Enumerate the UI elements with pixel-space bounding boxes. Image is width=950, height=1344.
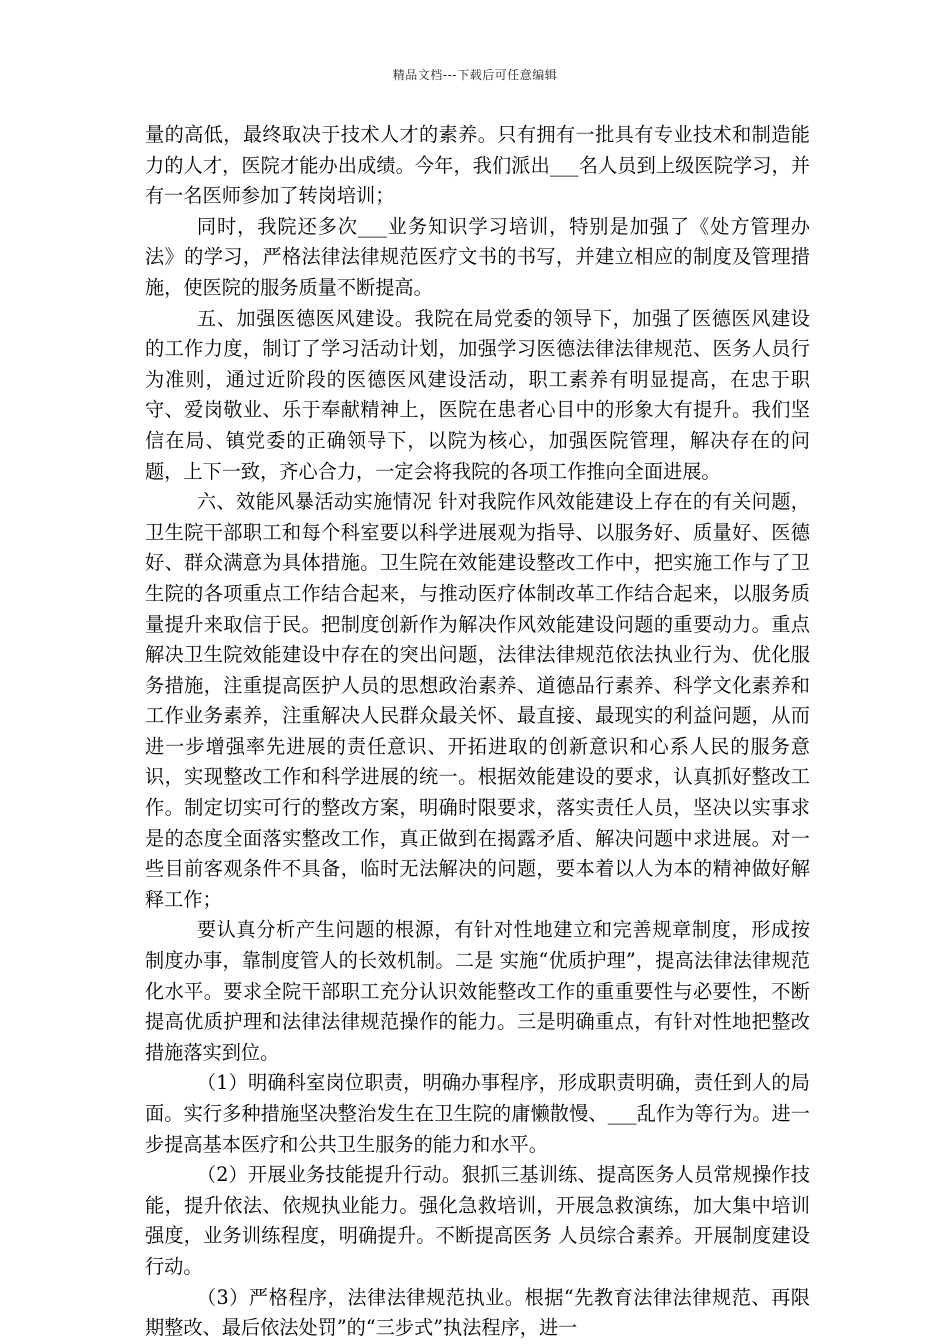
document-body [145, 120, 810, 1344]
paragraph-item-3: （3）严格程序，法律法律规范执业。根据“先教育法律法律规范、再限期整改、最后依法处罚”的“三步式”执法程序，进一 [145, 1285, 810, 1340]
paragraph-continuation: 量的高低，最终取决于技术人才的素养。只有拥有一批具有专业技术和制造能力的人才，医院才能办出成绩。今年，我们派出___名人员到上级医院学习，并有一名医师参加了转岗培训； [145, 123, 810, 208]
paragraph-section-five: 五、加强医德医风建设。我院在局党委的领导下，加强了医德医风建设的工作力度，制订了学习活动计划，加强学习医德法律法律规范、医务人员行为准则，通过近阶段的医德医风建设活动，职工素养有明显提高，在忠于职守、爱岗敬业、乐于奉献精神上，医院在患者心目中的形象大有提升。我们坚信在局、镇党委的正确领导下，以院为核心，加强医院管理，解决存在的问题，上下一致，齐心合力，一定会将我院的各项工作推向全面进展。 [145, 306, 810, 483]
paragraph-item-1: （1）明确科室岗位职责，明确办事程序，形成职责明确，责任到人的局面。实行多种措施坚决整治发生在卫生院的庸懒散慢、___乱作为等行为。进一步提高基本医疗和公共卫生服务的能力和水平。 [145, 1071, 810, 1156]
page-header: 精品文档---下载后可任意编辑 [392, 68, 558, 82]
paragraph-item-2: （2）开展业务技能提升行动。狠抓三基训练、提高医务人员常规操作技能，提升依法、依规执业能力。强化急救培训，开展急救演练，加大集中培训强度，业务训练程度，明确提升。不断提高医务 人员综合素养。开展制度建设行动。 [145, 1163, 810, 1278]
paragraph-root-cause: 要认真分析产生问题的根源，有针对性地建立和完善规章制度，形成按制度办事，靠制度管人的长效机制。二是 实施“优质护理”，提高法律法律规范化水平。要求全院干部职工充分认识效能整改工作的重重要性与必要性，不断提高优质护理和法律法律规范操作的能力。三是明确重点，有针对性地把整改措施落实到位。 [145, 918, 810, 1064]
paragraph-section-six: 六、效能风暴活动实施情况 针对我院作风效能建设上存在的有关问题，卫生院干部职工和每个科室要以科学进展观为指导、以服务好、质量好、医德好、群众满意为具体措施。卫生院在效能建设整改工作中，把实施工作与了卫生院的各项重点工作结合起来，与推动医疗体制改革工作结合起来，以服务质量提升来取信于民。把制度创新作为解决作风效能建设问题的重要动力。重点解决卫生院效能建设中存在的突出问题，法律法律规范依法执业行为、优化服务措施，注重提高医护人员的思想政治素养、道德品行素养、科学文化素养和工作业务素养，注重解决人民群众最关怀、最直接、最现实的利益问题，从而进一步增强率先进展的责任意识、开拓进取的创新意识和心系人民的服务意识，实现整改工作和科学进展的统一。根据效能建设的要求，认真抓好整改工作。制定切实可行的整改方案，明确时限要求，落实责任人员，坚决以实事求是的态度全面落实整改工作，真正做到在揭露矛盾、解决问题中求进展。对一些目前客观条件不具备，临时无法解决的问题，要本着以人为本的精神做好解释工作； [145, 490, 810, 911]
paragraph-training: 同时，我院还多次___业务知识学习培训，特别是加强了《处方管理办法》的学习，严格法律法律规范医疗文书的书写，并建立相应的制度及管理措施，使医院的服务质量不断提高。 [145, 214, 810, 299]
